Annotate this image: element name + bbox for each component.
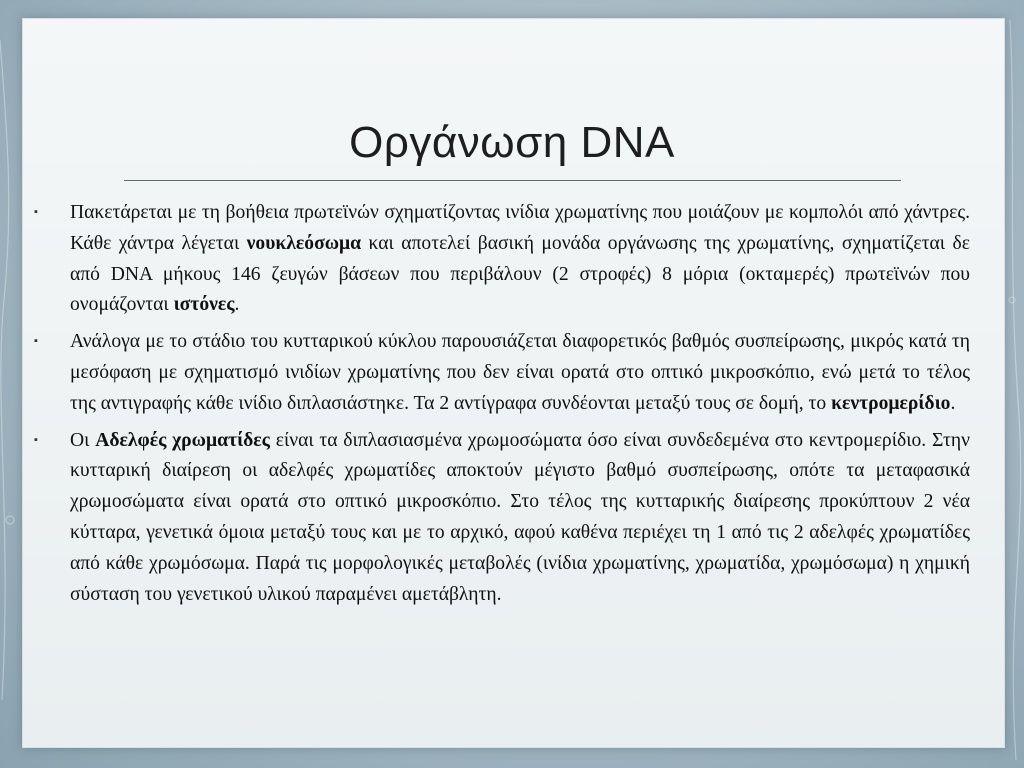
slide-content — [34, 198, 970, 616]
bullet-1-text-end: . — [234, 294, 240, 316]
term-histones: ιστόνες — [173, 294, 235, 316]
term-centromere: κεντρομερίδιο — [831, 392, 951, 414]
slide-title: Οργάνωση DNA — [349, 118, 675, 167]
bullet-1-text-middle: και αποτελεί βασική μονάδα οργάνωσης της χρωματίνης, σχηματίζεται δε από DNA μήκους 146 ζευγών βάσεων που περιβάλουν (2 στροφές) 8 μόρια (οκταμερές) πρωτεϊνών που ονομάζονται — [70, 232, 970, 316]
bullet-3-text-end: είναι τα διπλασιασμένα χρωμοσώματα όσο είναι συνδεδεμένα στο κεντρομερίδιο. Στην κυτταρική διαίρεση οι αδελφές χρωματίδες αποκτούν μέγιστο βαθμό συσπείρωσης, οπότε τα μεταφασικά χρωμοσώματα είναι ορατά στο οπτικό μικροσκόπιο. Στο τέλος της κυτταρικής διαίρεσης προκύπτουν 2 νέα κύτταρα, γενετικά όμοια μεταξύ τους και με το αρχικό, αφού καθένα περιέχει τη 1 από τις 2 αδελφές χρωματίδες από κάθε χρωμόσωμα. Παρά τις μορφολογικές μεταβολές (ινίδια χρωματίνης, χρωματίδα, χρωμόσωμα) η χημική σύσταση του γενετικού υλικού παραμένει αμετάβλητη. — [70, 429, 970, 605]
bullet-marker-icon: ▪ — [34, 335, 38, 348]
bullet-2-text: Ανάλογα με το στάδιο του κυτταρικού κύκλου παρουσιάζεται διαφορετικός βαθμός συσπείρωσης, μικρός κατά τη μεσόφαση με σχηματισμό ινιδίων χρωματίνης που δεν είναι ορατά στο οπτικό μικροσκόπιο, ενώ μετά το τέλος της αντιγραφής κάθε ινίδιο διπλασιάστηκε. Τα 2 αντίγραφα συνδέονται μεταξύ τους σε δομή, το — [70, 331, 970, 414]
title-divider — [124, 180, 901, 181]
bullet-marker-icon: ▪ — [34, 433, 38, 446]
term-sister-chromatids: Αδελφές χρωματίδες — [95, 429, 270, 451]
term-nucleosome: νουκλεόσωμα — [246, 232, 362, 254]
bullet-item-3 — [34, 426, 970, 611]
bullet-1-text: Πακετάρεται με τη βοήθεια πρωτεϊνών σχηματίζοντας ινίδια χρωματίνης που μοιάζουν με κομπολόι από χάντρες. Κάθε χάντρα λέγεται — [70, 202, 970, 254]
bullet-marker-icon: ▪ — [34, 206, 38, 218]
bullet-3-text: Οι — [70, 429, 96, 451]
bullet-item-1 — [34, 198, 970, 321]
bullet-2-text-end: . — [950, 392, 956, 414]
bullet-item-2 — [34, 327, 970, 419]
